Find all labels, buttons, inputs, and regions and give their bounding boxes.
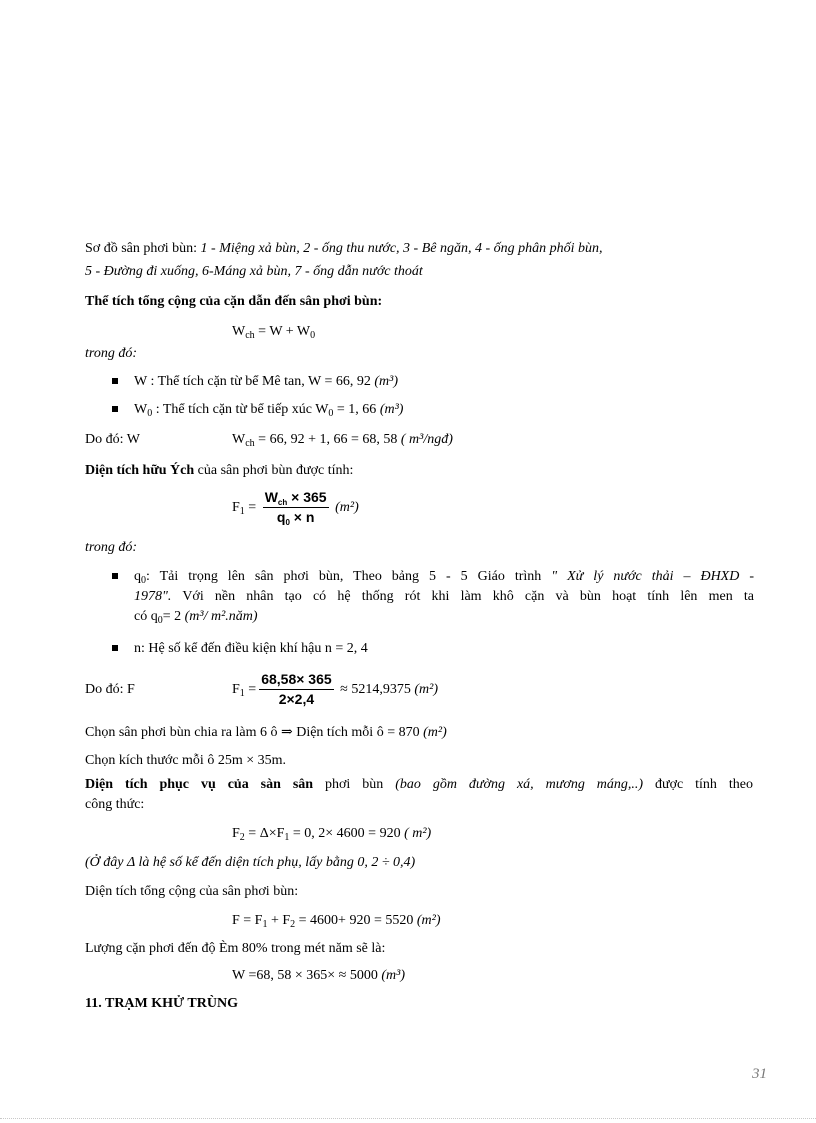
trong-do-label-1: trong đó: [85, 346, 137, 361]
bullet-item-w: W : Thể tích cặn từ bể Mê tan, W = 66, 92 (m³) [0, 373, 816, 391]
service-area-line-2: công thức: [85, 797, 145, 812]
sludge-label: Lượng cặn phơi đến độ Èm 80% trong mét năm sẽ là: [85, 941, 386, 956]
section-heading: 11. TRẠM KHỬ TRÙNG [85, 996, 238, 1011]
page-bottom-divider [0, 1118, 816, 1119]
bullet-item-n: n: Hệ số kể đến điều kiện khí hậu n = 2, 4 [0, 640, 816, 658]
caption-items-1: 1 - Miệng xả bùn, 2 - ống thu nước, 3 - Bê ngăn, 4 - ống phân phối bùn, [200, 241, 603, 256]
bullet-item-w0: $W_0$ : Thể tích cặn từ bể tiếp xúc $W_0 = 1$, 66 (m³) [0, 401, 816, 419]
useful-area-heading: Diện tích hữu Ých của sân phơi bùn được tính: [85, 463, 354, 478]
fraction-f1-value: $\frac{68,58\times 365}{2\times 2,4}$ [261, 671, 332, 708]
equation-wch: $W_{ch} = W + W_0$ [232, 324, 316, 341]
delta-note: (Ở đây Δ là hệ số kể đến diện tích phụ, lấy bằng 0, 2 ÷ 0,4) [85, 855, 416, 870]
choose-size-line: Chọn kích thước mỗi ô 25m × 35m. [85, 753, 286, 768]
bullet-square-icon [112, 573, 118, 579]
bullet-square-icon [112, 406, 118, 412]
bullet-item-q0: $q_0$: Tải trọng lên sân phơi bùn, Theo bảng 5 - 5 Giáo trình " Xử lý nước thải – ĐHXD - 1978". Với nền nhân tạo có hệ thống rót khi làm khô cặn và bùn hoạt tính lên men ta có $q_0= 2$ (m³/ m².năm) [0, 568, 816, 628]
service-area-line-1: Diện tích phục vụ của sàn sân phơi bùn (bao gồm đường xá, mương máng,..) được tính theo [85, 777, 753, 792]
bullet-square-icon [112, 378, 118, 384]
fraction-f1: $\frac{W_{ch} \times 365}{q_0 \times n}$ [264, 489, 327, 528]
bullet-square-icon [112, 645, 118, 651]
equation-wch-value: $W_{ch} = 66$, 92 + 1, 66 = 68, 58 ( m³/ngđ) [232, 432, 453, 449]
choose-cells-line: Chọn sân phơi bùn chia ra làm 6 ô ⇒ Diện tích mỗi ô = 870 (m²) [85, 725, 447, 740]
caption-lead: Sơ đồ sân phơi bùn: [85, 241, 201, 256]
total-area-label: Diện tích tổng cộng của sân phơi bùn: [85, 884, 299, 899]
figure-caption-line-1 [85, 240, 603, 258]
equation-f-total: $F = F_1 + F_2 = 4600+ 920 = 5520$ (m²) [232, 913, 441, 930]
do-do-w-label: Do đó: W [85, 432, 140, 447]
equation-f2: $F_2 = \Delta\times F_1 = 0$, 2× 4600 = 920 ( m²) [232, 826, 432, 843]
figure-caption-line-2: 5 - Đường đi xuống, 6-Máng xả bùn, 7 - ống dẫn nước thoát [85, 264, 423, 279]
equation-w-annual: W =68, 58 × 365× ≈ 5000 (m³) [232, 968, 405, 983]
equation-f1-value: $F_1$ = $\frac{68,58\times 365}{2\times 2,4}$ ≈ 5214,9375 (m²) [232, 671, 438, 708]
page-number: 31 [752, 1066, 767, 1082]
total-volume-heading: Thể tích tổng cộng của cặn dẫn đến sân phơi bùn: [85, 294, 383, 309]
do-do-f-label: Do đó: F [85, 682, 135, 697]
equation-f1-formula: $F_1$ = $\frac{W_{ch} \times 365}{q_0 \times n}$ (m²) [232, 489, 359, 528]
trong-do-label-2: trong đó: [85, 540, 137, 555]
